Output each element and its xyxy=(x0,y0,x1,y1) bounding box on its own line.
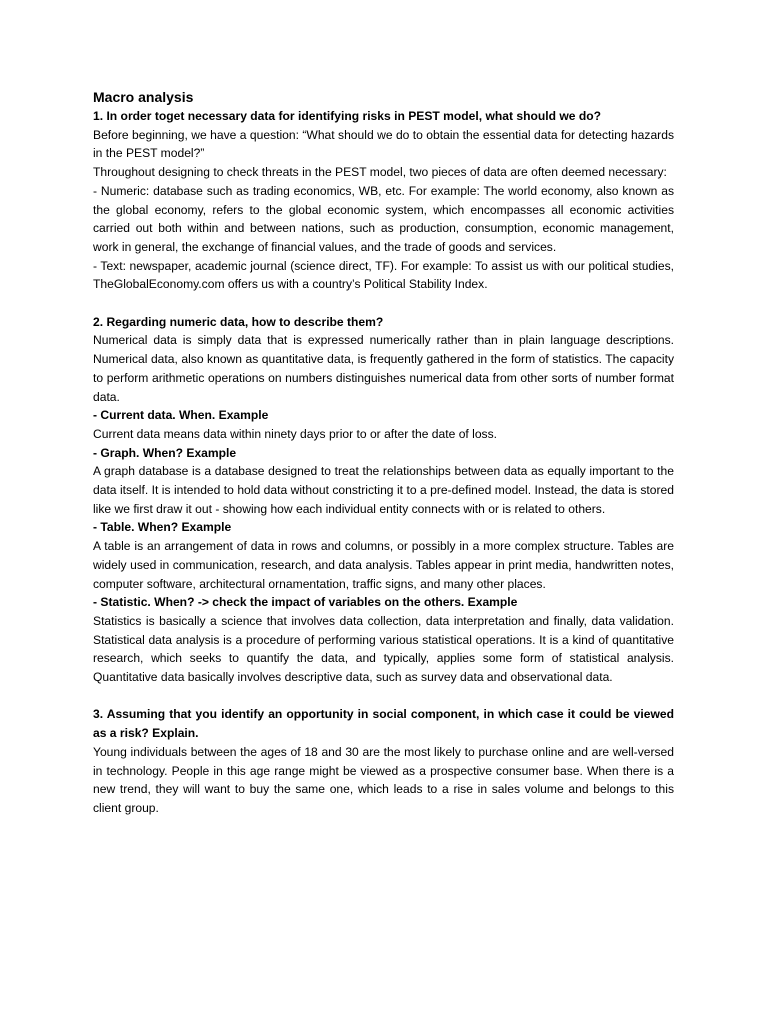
section-spacer xyxy=(93,687,674,706)
current-data-text: Current data means data within ninety days prior to or after the date of loss. xyxy=(93,426,498,441)
q2-paragraph-numerical: Numerical data is simply data that is expressed numerically rather than in plain language descriptions. Numerical data, also known as quantitative data, is frequently gathered in the form of statistics. The capacity to perform arithmetic operations on numbers distinguishes numerical data from other sorts of number format data. xyxy=(93,333,674,404)
statistic-heading: - Statistic. When? -> check the impact of variables on the others. Example xyxy=(93,595,518,610)
question-3-heading: 3. Assuming that you identify an opportunity in social component, in which case it could be viewed as a risk? Explain. xyxy=(93,707,674,741)
graph-text: A graph database is a database designed to treat the relationships between data as equally important to the data itself. It is intended to hold data without constricting it to a pre-defined model. Instead, the data is stored like we first draw it out - showing how each individual entity connects with or is related to others. xyxy=(93,464,674,516)
q1-paragraph-intro: Before beginning, we have a question: “What should we do to obtain the essential data for detecting hazards in the PEST model?” xyxy=(93,127,674,161)
document-title: Macro analysis xyxy=(93,89,194,105)
document-page xyxy=(93,88,674,818)
table-heading: - Table. When? Example xyxy=(93,520,232,535)
question-2-heading: 2. Regarding numeric data, how to describe them? xyxy=(93,314,384,329)
q1-paragraph-throughout: Throughout designing to check threats in the PEST model, two pieces of data are often deemed necessary: xyxy=(93,165,667,180)
question-1-heading: 1. In order toget necessary data for identifying risks in PEST model, what should we do? xyxy=(93,109,602,123)
table-text: A table is an arrangement of data in rows and columns, or possibly in a more complex structure. Tables are widely used in communication, research, and data analysis. Tables appear in print media, handwritten notes, computer software, architectural ornamentation, traffic signs, and many other places. xyxy=(93,539,674,591)
q1-paragraph-text: - Text: newspaper, academic journal (science direct, TF). For example: To assist us with our political studies, TheGlobalEconomy.com offers us with a country’s Political Stability Index. xyxy=(93,258,674,292)
section-spacer xyxy=(93,294,674,313)
current-data-heading: - Current data. When. Example xyxy=(93,408,269,423)
statistic-text: Statistics is basically a science that involves data collection, data interpretation and finally, data validation. Statistical data analysis is a procedure of performing various statistical operations. It is a kind of quantitative research, which seeks to quantify the data, and typically, applies some form of statistical analysis. Quantitative data basically involves descriptive data, such as survey data and observational data. xyxy=(93,613,674,685)
q3-paragraph: Young individuals between the ages of 18 and 30 are the most likely to purchase online and are well-versed in technology. People in this age range might be viewed as a prospective consumer base. When there is a new trend, they will want to buy the same one, which leads to a rise in sales volume and belongs to this client group. xyxy=(93,744,674,815)
graph-heading: - Graph. When? Example xyxy=(93,445,237,460)
q1-paragraph-numeric: - Numeric: database such as trading economics, WB, etc. For example: The world economy, also known as the global economy, refers to the global economic system, which encompasses all economic activities carried out both within and between nations, such as production, consumption, economic management, work in general, the exchange of financial values, and the trade of goods and services. xyxy=(93,183,674,254)
